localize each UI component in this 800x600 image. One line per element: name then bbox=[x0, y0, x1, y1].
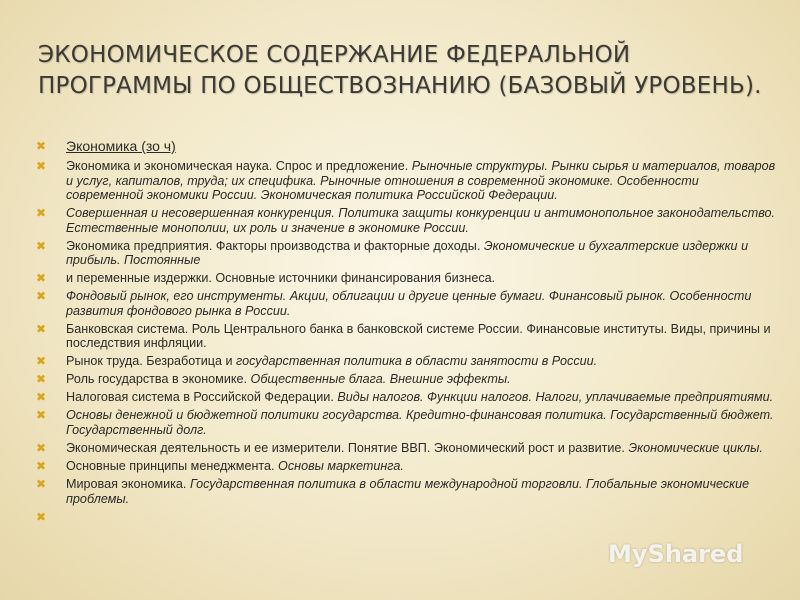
x-bullet-icon: ✖ bbox=[36, 476, 47, 491]
list-item bbox=[36, 159, 776, 203]
list-item bbox=[36, 354, 776, 369]
item-text-regular: Налоговая система в Российской Федерации. bbox=[66, 390, 338, 405]
x-bullet-icon: ✖ bbox=[36, 159, 47, 173]
item-text-italic: Экономические и бухгалтерские издержки и прибыль. Постоянные bbox=[66, 238, 749, 268]
item-text-italic: Основы маркетинга. bbox=[278, 458, 404, 473]
x-bullet-icon: ✖ bbox=[36, 354, 47, 369]
list-item bbox=[36, 239, 776, 268]
x-bullet-icon: ✖ bbox=[36, 372, 47, 387]
list-item bbox=[36, 477, 776, 506]
x-bullet-icon: ✖ bbox=[36, 139, 47, 153]
list-item bbox=[36, 271, 776, 286]
x-bullet-icon: ✖ bbox=[36, 509, 47, 524]
item-text-regular: Мировая экономика. bbox=[66, 476, 190, 491]
item-text-italic: Основы денежной и бюджетной политики государства. Кредитно-финансовая политика. Государственный бюджет. Государственный долг. bbox=[66, 408, 774, 438]
item-text-regular: Банковская система. Роль Центрального банка в банковской системе России. Финансовые институты. Виды, причины и последствия инфляции. bbox=[66, 321, 771, 351]
slide-title: ЭКОНОМИЧЕСКОЕ СОДЕРЖАНИЕ ФЕДЕРАЛЬНОЙ ПРОГРАММЫ ПО ОБЩЕСТВОЗНАНИЮ (БАЗОВЫЙ УРОВЕНЬ). bbox=[38, 42, 762, 99]
item-text-regular: Экономическая деятельность и ее измерители. Понятие ВВП. Экономический рост и развитие. bbox=[66, 441, 629, 455]
item-text-italic: Государственная политика в области международной торговли. Глобальные экономические проблемы. bbox=[66, 476, 750, 506]
bullet-list bbox=[36, 138, 776, 524]
list-item bbox=[36, 206, 776, 235]
item-text-regular: Экономика предприятия. Факторы производства и факторные доходы. bbox=[66, 238, 484, 253]
item-text-regular: Экономика и экономическая наука. Спрос и предложение. bbox=[66, 159, 412, 173]
x-bullet-icon: ✖ bbox=[36, 271, 47, 286]
item-text-regular: Основные принципы менеджмента. bbox=[66, 458, 279, 473]
item-text-italic: Общественные блага. Внешние эффекты. bbox=[250, 372, 511, 387]
x-bullet-icon: ✖ bbox=[36, 206, 47, 221]
item-text-italic: Фондовый рынок, его инструменты. Акции, облигации и другие ценные бумаги. Финансовый рынок. Особенности развития фондового рынка в России. bbox=[66, 289, 752, 318]
list-item bbox=[36, 390, 776, 405]
x-bullet-icon: ✖ bbox=[36, 390, 47, 405]
x-bullet-icon: ✖ bbox=[36, 408, 47, 423]
list-item bbox=[36, 408, 776, 437]
item-text-regular: Рынок труда. Безработица и bbox=[66, 354, 237, 369]
item-text-italic: Виды налогов. Функции налогов. Налоги, уплачиваемые предприятиями. bbox=[337, 390, 774, 405]
x-bullet-icon: ✖ bbox=[36, 458, 47, 473]
item-text-regular: Роль государства в экономике. bbox=[66, 372, 251, 387]
x-bullet-icon: ✖ bbox=[36, 321, 47, 336]
item-text-italic: Экономические циклы. bbox=[628, 441, 763, 455]
x-bullet-icon: ✖ bbox=[36, 238, 47, 253]
x-bullet-icon: ✖ bbox=[36, 441, 47, 455]
section-heading: Экономика (зо ч) bbox=[66, 138, 176, 154]
x-bullet-icon: ✖ bbox=[36, 289, 47, 304]
item-text-italic: Совершенная и несовершенная конкуренция. Политика защиты конкуренции и антимонопольное законодательство. Естественные монополии, их роль и значение в экономике России. bbox=[66, 206, 776, 235]
list-item bbox=[36, 322, 776, 351]
list-item-heading bbox=[36, 138, 776, 155]
list-item bbox=[36, 289, 776, 318]
item-text-italic: государственная политика в области занятости в России. bbox=[236, 354, 598, 369]
list-item bbox=[36, 441, 776, 456]
item-text-italic: Рыночные структуры. Рынки сырья и материалов, товаров и услуг, капиталов, труда; их специфика. Рыночные отношения в современной экономике. Особенности современной экономики России. Экономическая политика Российской Федерации. bbox=[66, 159, 776, 203]
list-item bbox=[36, 372, 776, 387]
item-text-regular: и переменные издержки. Основные источники финансирования бизнеса. bbox=[66, 271, 496, 286]
list-item bbox=[36, 459, 776, 474]
watermark-logo: MyShared bbox=[608, 540, 744, 568]
